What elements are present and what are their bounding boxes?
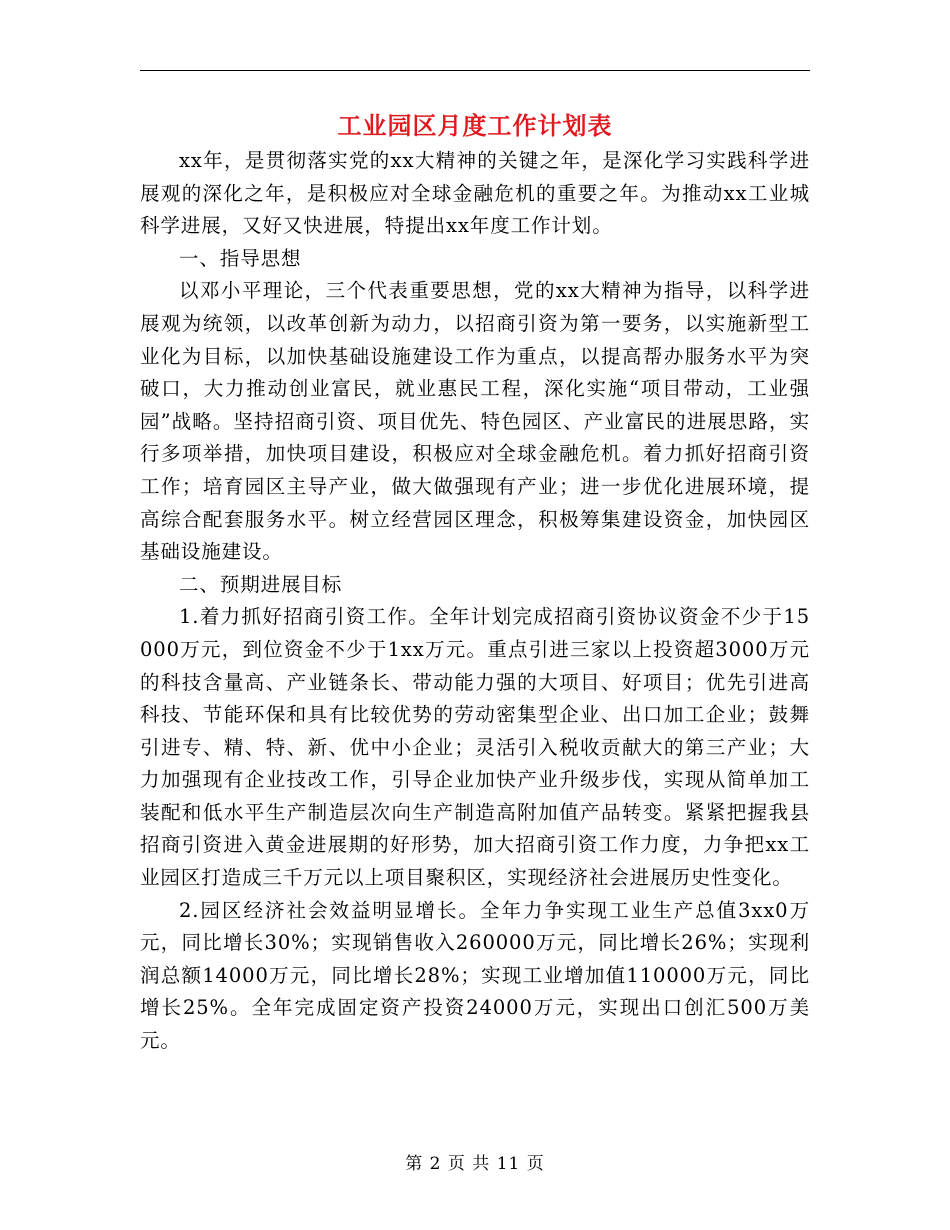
document-body (140, 108, 810, 1058)
goal-item-economic-benefits: 2.园区经济社会效益明显增长。全年力争实现工业生产总值3xx0万元，同比增长30%；实现销售收入260000万元，同比增长26%；实现利润总额14000万元，同比增长28%；实现工业增加值110000万元，同比增长25%。全年完成固定资产投资24000万元，实现出口创汇500万美元。 (140, 898, 810, 1053)
document-title: 工业园区月度工作计划表 (337, 111, 613, 140)
header-rule (140, 70, 810, 71)
section-heading-guiding-ideology: 一、指导思想 (179, 246, 302, 270)
section-paragraph-guiding-ideology: 以邓小平理论，三个代表重要思想，党的xx大精神为指导，以科学进展观为统领，以改革创新为动力，以招商引资为第一要务，以实施新型工业化为目标，以加快基础设施建设工作为重点，以提高帮办服务水平为突破口，大力推动创业富民，就业惠民工程，深化实施“项目带动，工业强园”战略。坚持招商引资、项目优先、特色园区、产业富民的进展思路，实行多项举措，加快项目建设，积极应对全球金融危机。着力抓好招商引资工作；培育园区主导产业，做大做强现有产业；进一步优化进展环境，提高综合配套服务水平。树立经营园区理念，积极筹集建设资金，加快园区基础设施建设。 (140, 279, 810, 564)
intro-paragraph: xx年，是贯彻落实党的xx大精神的关键之年，是深化学习实践科学进展观的深化之年，是积极应对全球金融危机的重要之年。为推动xx工业城科学进展，又好又快进展，特提出xx年度工作计划。 (140, 149, 810, 238)
section-heading-expected-goals: 二、预期进展目标 (179, 572, 343, 596)
page-number-footer: 第 2 页 共 11 页 (405, 1154, 545, 1174)
goal-item-investment: 1.着力抓好招商引资工作。全年计划完成招商引资协议资金不少于15000万元，到位资金不少于1xx万元。重点引进三家以上投资超3000万元的科技含量高、产业链条长、带动能力强的大项目、好项目；优先引进高科技、节能环保和具有比较优势的劳动密集型企业、出口加工企业；鼓舞引进专、精、特、新、优中小企业；灵活引入税收贡献大的第三产业；大力加强现有企业技改工作，引导企业加快产业升级步伐，实现从简单加工装配和低水平生产制造层次向生产制造高附加值产品转变。紧紧把握我县招商引资进入黄金进展期的好形势，加大招商引资工作力度，力争把xx工业园区打造成三千万元以上项目聚积区，实现经济社会进展历史性变化。 (140, 605, 810, 890)
